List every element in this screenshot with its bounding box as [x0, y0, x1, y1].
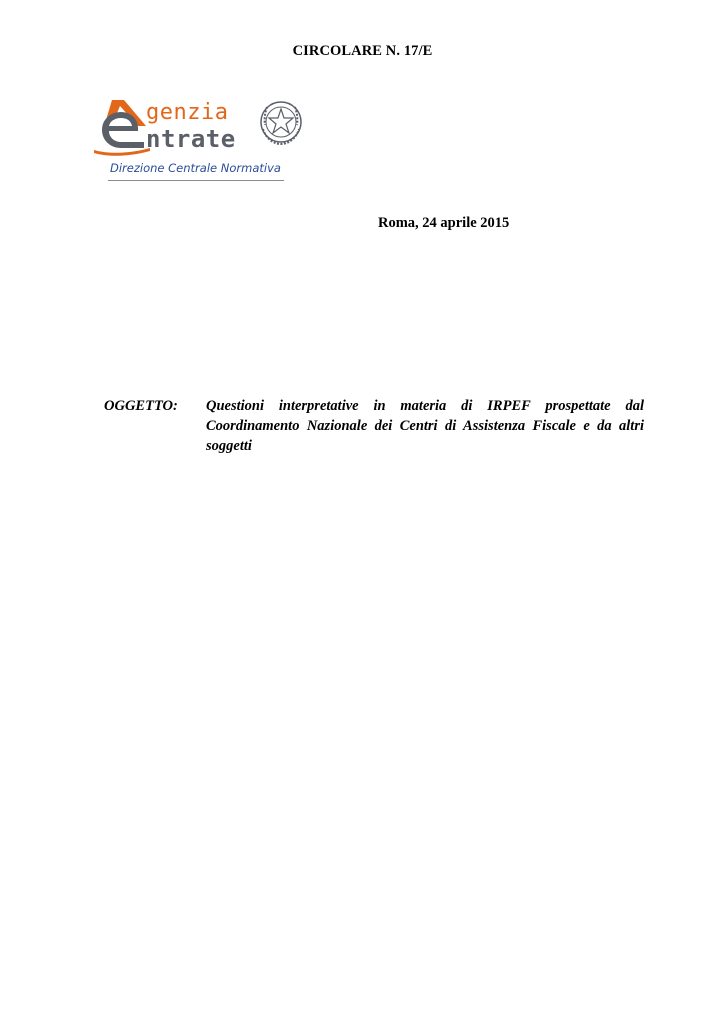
logo-word-agenzia: genzia — [146, 100, 229, 125]
subject-label: OGGETTO: — [104, 398, 178, 414]
document-title: CIRCOLARE N. 17/E — [292, 43, 433, 59]
logo-subtitle: Direzione Centrale Normativa — [110, 161, 281, 175]
date-line: Roma, 24 aprile 2015 — [378, 215, 510, 231]
agenzia-entrate-logo — [94, 98, 309, 182]
italian-republic-emblem-icon — [258, 99, 304, 147]
subject-text: Questioni interpretative in materia di IRPEF prospettate dal Coordinamento Nazionale dei Centri di Assistenza Fiscale e da altri soggetti — [206, 398, 644, 454]
logo-divider — [108, 180, 284, 181]
logo-word-entrate: ntrate — [146, 125, 236, 153]
